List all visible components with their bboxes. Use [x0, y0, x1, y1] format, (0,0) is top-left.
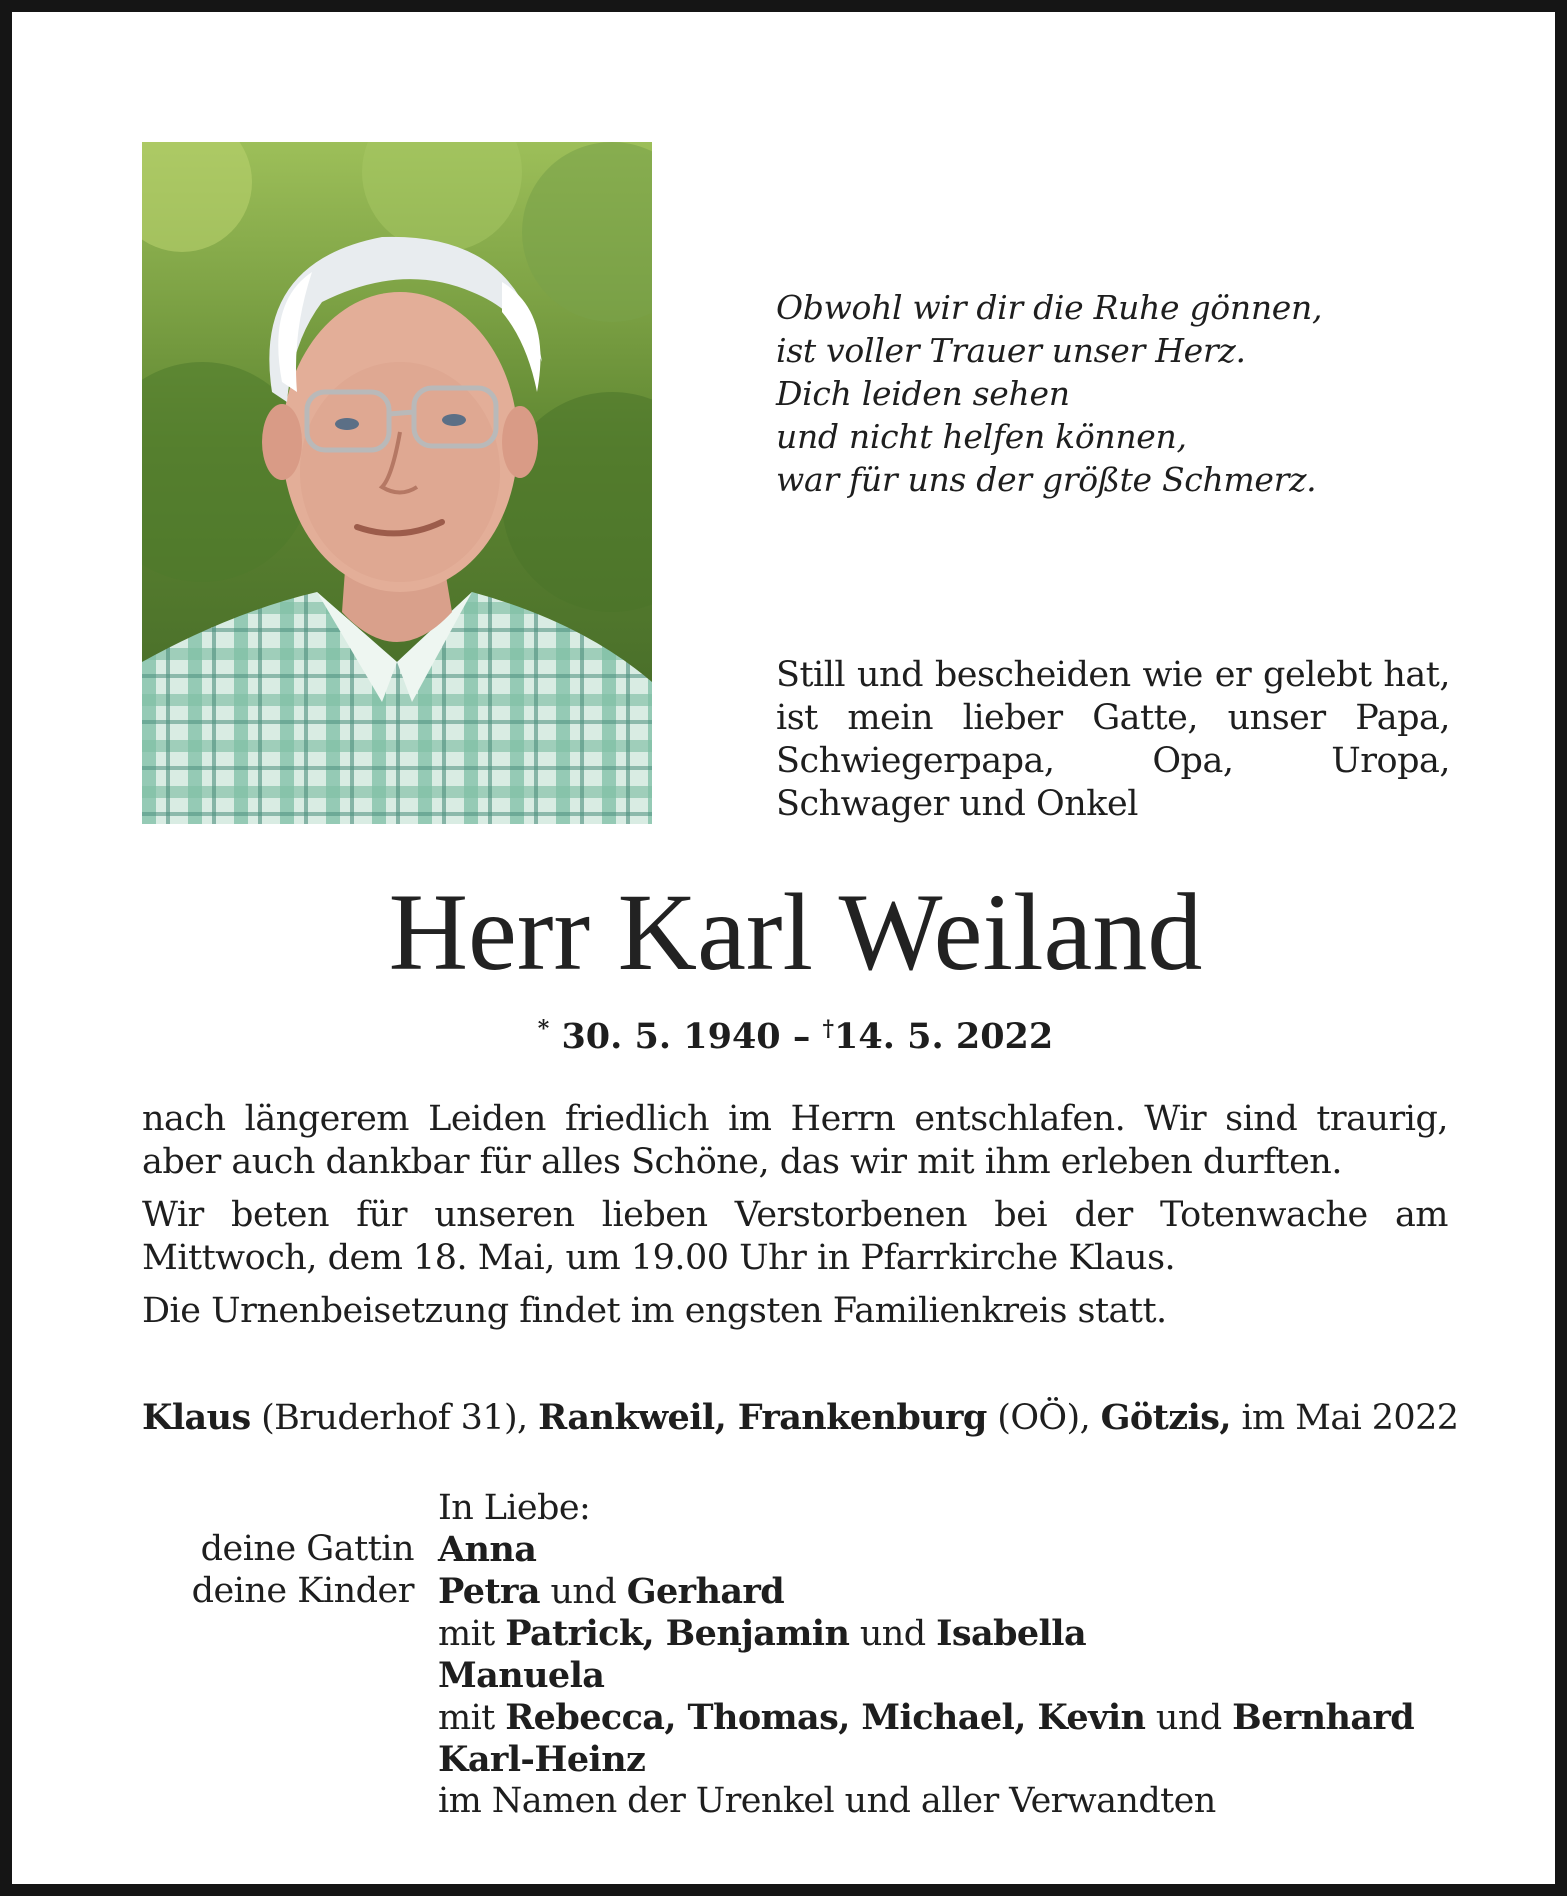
death-date: 14. 5. 2022: [834, 1016, 1054, 1057]
poem-line: ist voller Trauer unser Herz.: [776, 331, 1246, 370]
poem-line: und nicht helfen können,: [776, 417, 1187, 456]
signature-row: [142, 1571, 1462, 1613]
date-separator: –: [792, 1016, 811, 1057]
place-note: (OÖ),: [997, 1398, 1091, 1438]
signature-row: [142, 1488, 1462, 1529]
mourner-name: Gerhard: [626, 1571, 785, 1612]
signature-heading: In Liebe:: [438, 1488, 591, 1528]
signature-row: [142, 1655, 1462, 1697]
mourner-name: Manuela: [438, 1655, 605, 1696]
conjunction: und: [550, 1572, 617, 1612]
place: Rankweil, Frankenburg: [538, 1397, 987, 1438]
place: Götzis,: [1100, 1397, 1231, 1438]
signature-row: [142, 1613, 1462, 1655]
mourner-name: Karl-Heinz: [438, 1739, 646, 1780]
signature-row: [142, 1781, 1462, 1822]
death-symbol: †: [822, 1016, 835, 1042]
conjunction: mit: [438, 1698, 495, 1738]
signature-row: [142, 1697, 1462, 1739]
birth-symbol: *: [537, 1016, 550, 1042]
portrait-illustration: [142, 142, 652, 824]
mourner-name: Petra: [438, 1571, 540, 1612]
places-line: [142, 1396, 1459, 1440]
poem-line: war für uns der größte Schmerz.: [776, 460, 1317, 499]
portrait-photo: [142, 142, 652, 824]
body-paragraph: nach längerem Leiden friedlich im Herrn entschlafen. Wir sind traurig, aber auch dankbar für alles Schöne, das wir mit ihm erleben durften.: [142, 1099, 1448, 1182]
life-dates: [12, 1007, 1567, 1059]
mourner-name: Isabella: [936, 1613, 1087, 1654]
conjunction: mit: [438, 1614, 495, 1654]
mourner-name: Rebecca, Thomas, Michael, Kevin: [505, 1697, 1146, 1738]
place: Klaus: [142, 1397, 251, 1438]
intro-text: Still und bescheiden wie er gelebt hat, ist mein lieber Gatte, unser Papa, Schwiegerpapa, Opa, Uropa, Schwager und Onkel: [776, 655, 1450, 824]
announcement-body: [142, 1098, 1448, 1343]
poem-line: Obwohl wir dir die Ruhe gönnen,: [776, 288, 1323, 327]
conjunction: und: [1155, 1698, 1222, 1738]
mourner-name: Bernhard: [1232, 1697, 1415, 1738]
poem-line: Dich leiden sehen: [776, 374, 1070, 413]
place-note: (Bruderhof 31),: [261, 1398, 528, 1438]
signature-row: [142, 1529, 1462, 1571]
mourner-name: Patrick, Benjamin: [505, 1613, 850, 1654]
poem: [776, 286, 1456, 501]
role-label: deine Gattin: [200, 1529, 414, 1569]
signature-row: [142, 1739, 1462, 1781]
role-label: deine Kinder: [191, 1571, 414, 1611]
signature-closing: im Namen der Urenkel und aller Verwandten: [438, 1781, 1216, 1821]
deceased-name: Herr Karl Weiland: [388, 871, 1203, 993]
body-paragraph: Die Urnenbeisetzung findet im engsten Familienkreis statt.: [142, 1291, 1167, 1331]
body-paragraph: Wir beten für unseren lieben Verstorbenen bei der Totenwache am Mittwoch, dem 18. Mai, um 19.00 Uhr in Pfarrkirche Klaus.: [142, 1195, 1448, 1278]
conjunction: und: [859, 1614, 926, 1654]
signature-block: [142, 1488, 1462, 1822]
place-date: im Mai 2022: [1241, 1398, 1459, 1438]
mourner-name: Anna: [438, 1529, 537, 1570]
birth-date: 30. 5. 1940: [561, 1016, 781, 1057]
